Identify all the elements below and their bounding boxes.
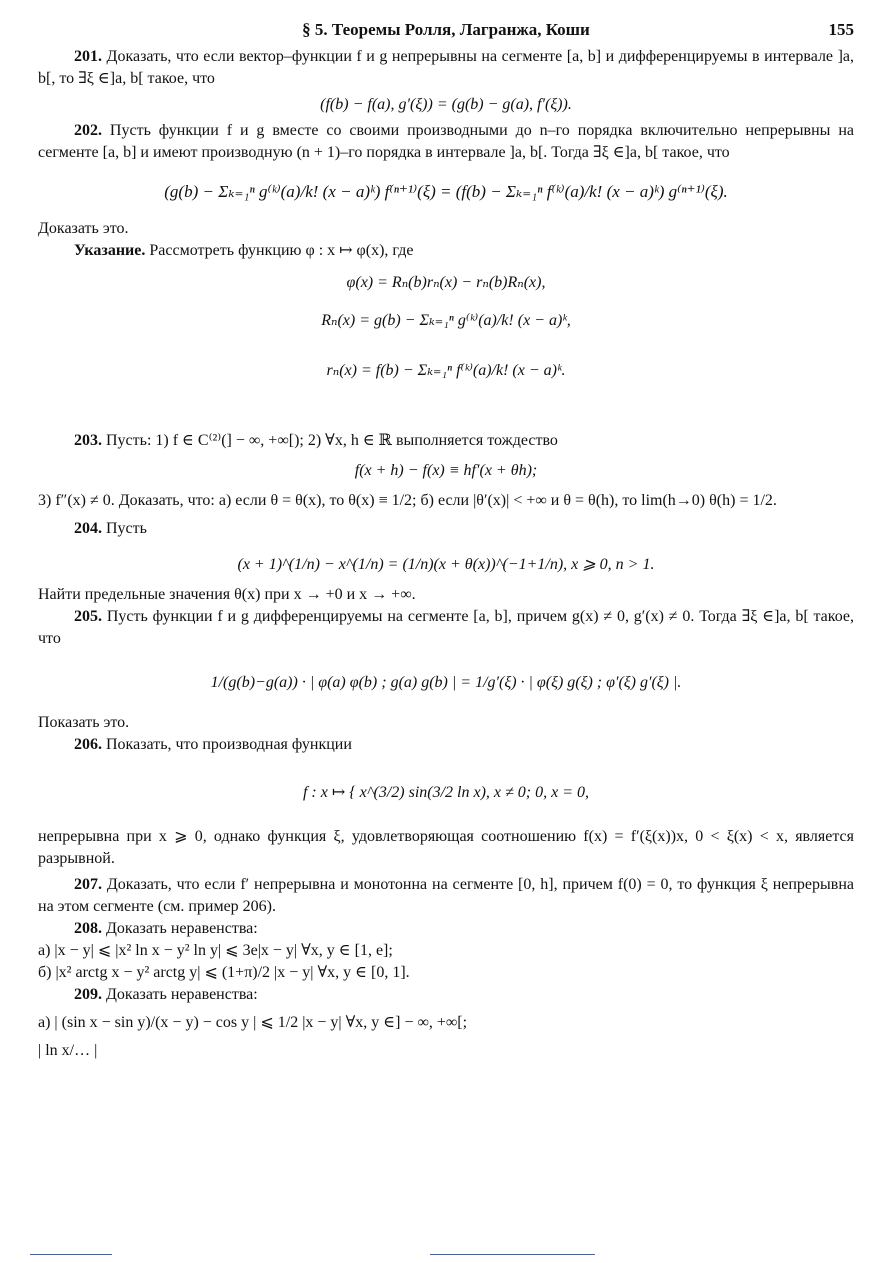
- problem-text: Доказать, что если f′ непрерывна и монотонна на сегменте [0, h], причем f(0) = 0, то функция ξ непрерывна на этом сегменте (см. пример 206).: [38, 876, 855, 915]
- problem-204: [38, 518, 854, 540]
- problem-text: Пусть: 1) f ∈ C⁽²⁾(] − ∞, +∞[); 2) ∀x, h ∈ ℝ выполняется тождество: [106, 432, 558, 449]
- header-title: § 5. Теоремы Ролля, Лагранжа, Коши: [302, 20, 590, 39]
- problem-204-after: Найти предельные значения θ(x) при x → +0 и x → +∞.: [38, 586, 416, 603]
- footer-link-line: [430, 1254, 595, 1255]
- hint-formula-rn: rₙ(x) = f(b) − Σₖ₌₁ⁿ f⁽ᵏ⁾(a)/k! (x − a)ᵏ.: [326, 362, 566, 379]
- hint-202: [38, 240, 854, 262]
- inequality-208b: б) |x² arctg x − y² arctg y| ⩽ (1+π)/2 |x − y| ∀x, y ∈ [0, 1].: [38, 964, 410, 981]
- problem-text: Пусть: [106, 520, 147, 537]
- problem-206: [38, 734, 854, 756]
- problem-205-after: Показать это.: [38, 714, 130, 731]
- problem-text: Доказать, что если вектор–функции f и g непрерывны на сегменте [a, b] и дифференцируемы в интервале ]a, b[, то ∃ξ ∈]a, b[ такое, что: [38, 48, 855, 87]
- formula-206: f : x ↦ { x^(3/2) sin(3/2 ln x), x ≠ 0; 0, x = 0,: [302, 784, 590, 801]
- problem-201: [38, 46, 854, 90]
- formula-202: (g(b) − Σₖ₌₁ⁿ g⁽ᵏ⁾(a)/k! (x − a)ᵏ) f⁽ⁿ⁺¹⁾(ξ) = (f(b) − Σₖ₌₁ⁿ f⁽ᵏ⁾(a)/k! (x − a)ᵏ) g⁽ⁿ⁺¹⁾(ξ).: [164, 182, 728, 201]
- problem-text: Доказать неравенства:: [106, 986, 258, 1003]
- problem-text: Пусть функции f и g дифференцируемы на сегменте [a, b], причем g(x) ≠ 0, g′(x) ≠ 0. Тогда ∃ξ ∈]a, b[ такое, что: [38, 608, 855, 647]
- problem-number: 209.: [74, 986, 102, 1003]
- problem-number: 206.: [74, 736, 102, 753]
- page-number: 155: [828, 20, 854, 39]
- problem-205: [38, 606, 854, 650]
- problem-number: 207.: [74, 876, 102, 893]
- hint-formula-phi: φ(x) = Rₙ(b)rₙ(x) − rₙ(b)Rₙ(x),: [346, 274, 546, 291]
- problem-text: Пусть функции f и g вместе со своими производными до n–го порядка включительно непрерывны на сегменте [a, b] и имеют производную (n + 1)–го порядка в интервале ]a, b[. Тогда ∃ξ ∈]a, b[ такое, что: [38, 122, 854, 161]
- inequality-208a: а) |x − y| ⩽ |x² ln x − y² ln y| ⩽ 3e|x − y| ∀x, y ∈ [1, e];: [38, 942, 393, 959]
- formula-205: 1/(g(b)−g(a)) · | φ(a) φ(b) ; g(a) g(b) | = 1/g′(ξ) · | φ(ξ) g(ξ) ; φ′(ξ) g′(ξ) |.: [210, 674, 682, 691]
- hint-label: Указание.: [74, 242, 146, 259]
- problem-text: Доказать неравенства:: [106, 920, 258, 937]
- problem-number: 203.: [74, 432, 102, 449]
- page: [38, 18, 854, 1062]
- problem-209: [38, 984, 854, 1006]
- inequality-209a: а) | (sin x − sin y)/(x − y) − cos y | ⩽ 1/2 |x − y| ∀x, y ∈] − ∞, +∞[;: [38, 1014, 468, 1031]
- problem-text: Показать, что производная функции: [106, 736, 352, 753]
- problem-number: 202.: [74, 122, 102, 139]
- problem-number: 201.: [74, 48, 102, 65]
- footer-link-line: [30, 1254, 112, 1255]
- problem-number: 205.: [74, 608, 102, 625]
- inequality-209b-fragment: | ln x/… |: [38, 1042, 98, 1059]
- problem-number: 208.: [74, 920, 102, 937]
- problem-207: [38, 874, 854, 918]
- formula-203: f(x + h) − f(x) ≡ hf′(x + θh);: [354, 462, 538, 479]
- problem-206-after: непрерывна при x ⩾ 0, однако функция ξ, удовлетворяющая соотношению f(x) = f′(ξ(x))x, 0 < ξ(x) < x, является разрывной.: [38, 828, 854, 867]
- problem-202: [38, 120, 854, 164]
- formula-204: (x + 1)^(1/n) − x^(1/n) = (1/n)(x + θ(x))^(−1+1/n), x ⩾ 0, n > 1.: [237, 556, 655, 573]
- problem-203: [38, 430, 854, 452]
- problem-number: 204.: [74, 520, 102, 537]
- problem-203-after: 3) f″(x) ≠ 0. Доказать, что: а) если θ = θ(x), то θ(x) ≡ 1/2; б) если |θ′(x)| < +∞ и θ = θ(h), то lim(h→0) θ(h) = 1/2.: [38, 492, 777, 509]
- hint-text: Рассмотреть функцию φ : x ↦ φ(x), где: [149, 242, 414, 259]
- problem-202-after: Доказать это.: [38, 220, 129, 237]
- running-header: [38, 18, 854, 46]
- formula-201: (f(b) − f(a), g′(ξ)) = (g(b) − g(a), f′(ξ)).: [320, 96, 572, 113]
- problem-208: [38, 918, 854, 940]
- hint-formula-Rn: Rₙ(x) = g(b) − Σₖ₌₁ⁿ g⁽ᵏ⁾(a)/k! (x − a)ᵏ,: [321, 312, 571, 329]
